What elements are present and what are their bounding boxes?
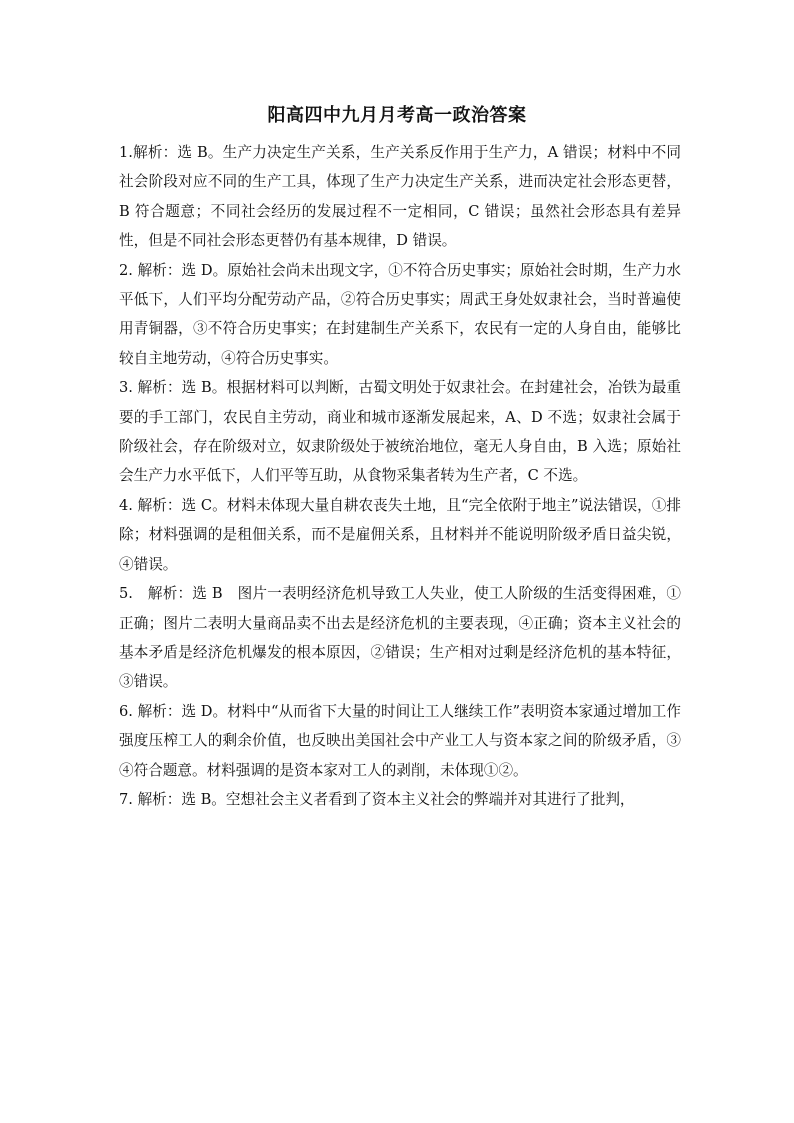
answer-1: 1.解析：选 B。生产力决定生产关系，生产关系反作用于生产力，A 错误；材料中不同社会阶段对应不同的生产工具，体现了生产力决定生产关系，进而决定社会形态更替，B 符合题意；不同社会经历的发展过程不一定相同，C 错误；虽然社会形态具有差异性，但是不同社会形态更替仍有基本规律，D 错误。 [119, 144, 681, 250]
answer-7: 7. 解析：选 B。空想社会主义者看到了资本主义社会的弊端并对其进行了批判， [119, 790, 635, 808]
answer-4: 4. 解析：选 C。材料未体现大量自耕农丧失土地，且“完全依附于地主”说法错误，①排除；材料强调的是租佃关系，而不是雇佣关系，且材料并不能说明阶级矛盾日益尖锐，④错误。 [119, 496, 681, 573]
answer-6: 6. 解析：选 D。材料中“从而省下大量的时间让工人继续工作”表明资本家通过增加工作强度压榨工人的剩余价值，也反映出美国社会中产业工人与资本家之间的阶级矛盾，③④符合题意。材料强调的是资本家对工人的剥削，未体现①②。 [119, 702, 681, 779]
answer-list [119, 138, 681, 814]
answer-2: 2. 解析：选 D。原始社会尚未出现文字，①不符合历史事实；原始社会时期，生产力水平低下，人们平均分配劳动产品，②符合历史事实；周武王身处奴隶社会，当时普遍使用青铜器，③不符合历史事实；在封建制生产关系下，农民有一定的人身自由，能够比较自主地劳动，④符合历史事实。 [119, 261, 681, 367]
answer-5: 5. 解析：选 B 图片一表明经济危机导致工人失业，使工人阶级的生活变得困难，①正确；图片二表明大量商品卖不出去是经济危机的主要表现，④正确；资本主义社会的基本矛盾是经济危机爆发的根本原因，②错误；生产相对过剩是经济危机的基本特征，③错误。 [119, 585, 681, 691]
answer-3: 3. 解析：选 B。根据材料可以判断，古蜀文明处于奴隶社会。在封建社会，冶铁为最重要的手工部门，农民自主劳动，商业和城市逐渐发展起来，A、D 不选；奴隶社会属于阶级社会，存在阶级对立，奴隶阶级处于被统治地位，毫无人身自由，B 入选；原始社会生产力水平低下，人们平等互助，从食物采集者转为生产者，C 不选。 [119, 379, 681, 485]
document-title: 阳高四中九月月考高一政治答案 [267, 105, 527, 126]
